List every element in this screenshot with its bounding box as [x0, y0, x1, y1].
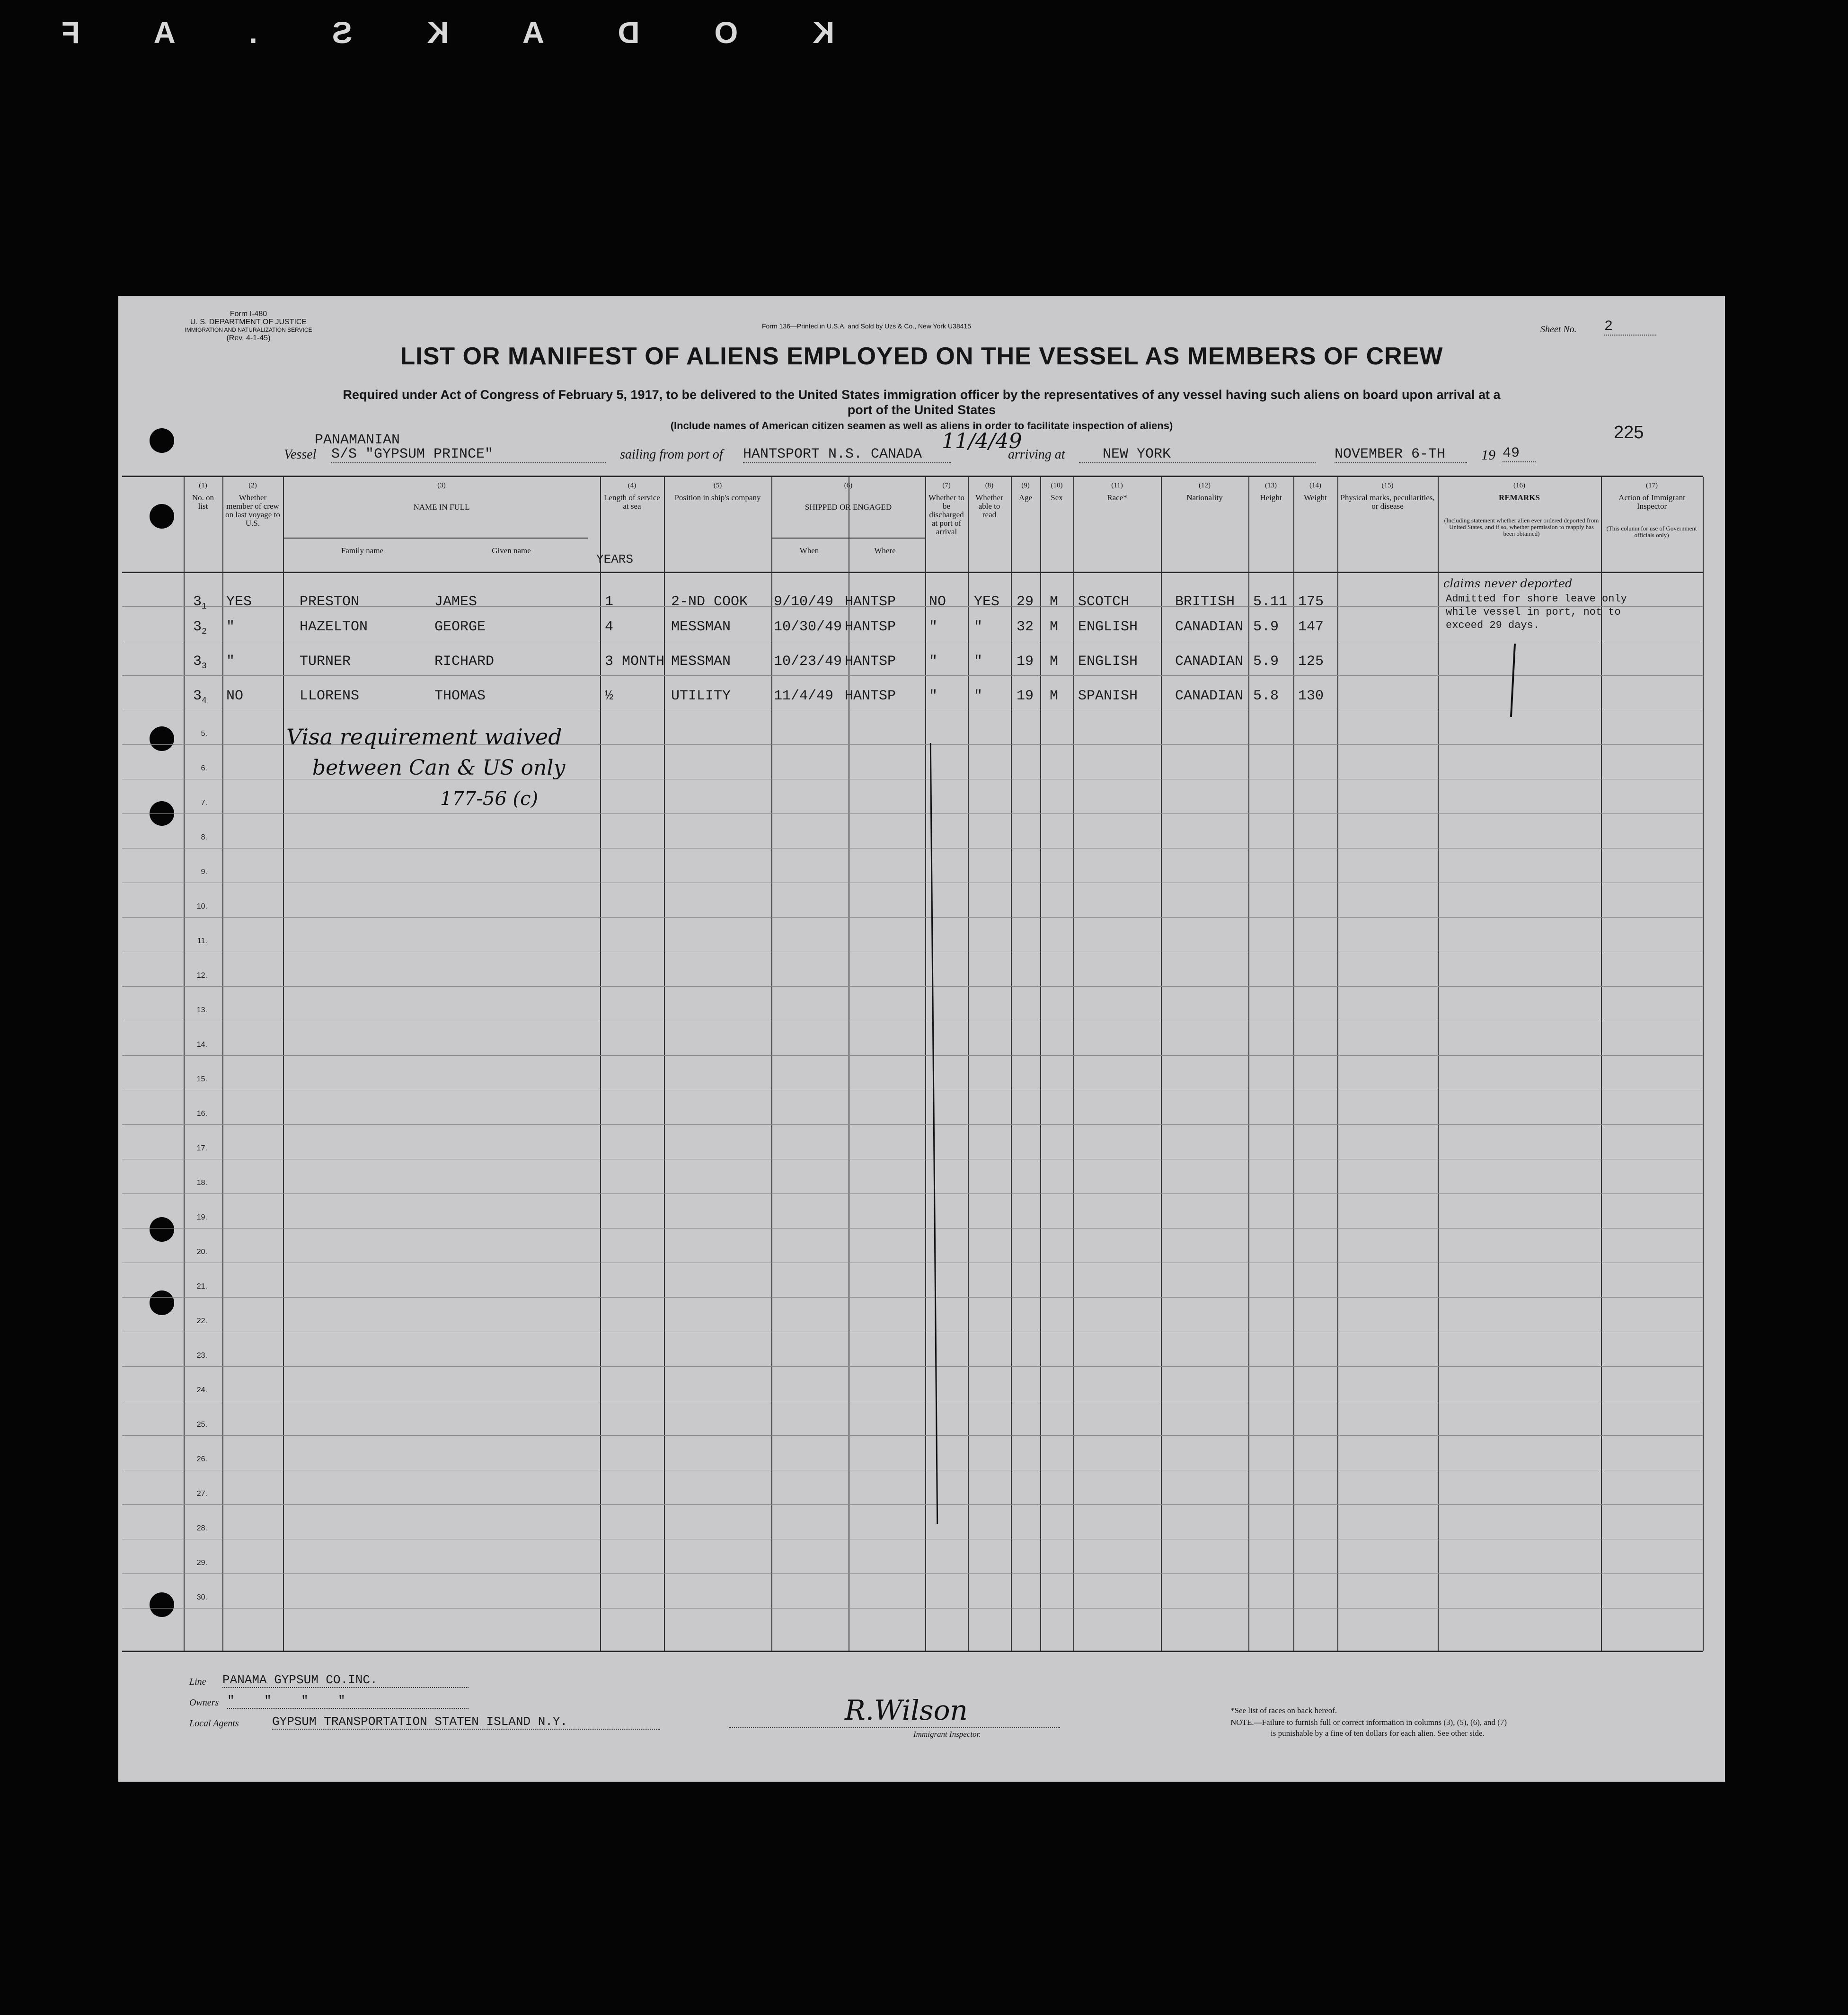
row-rule — [122, 813, 1703, 814]
column-rule — [1040, 477, 1041, 1651]
cell-age: 19 — [1017, 654, 1034, 670]
row-rule — [122, 675, 1703, 676]
column-header — [1438, 481, 1601, 502]
column-number: (2) — [248, 482, 257, 489]
cell-where: HANTSP — [845, 594, 896, 610]
column-rule — [1438, 477, 1439, 1651]
crew-table — [122, 476, 1703, 1652]
cell-weight: 130 — [1298, 688, 1324, 704]
header-divider — [122, 572, 1703, 573]
service-name: IMMIGRATION AND NATURALIZATION SERVICE — [185, 327, 312, 333]
empty-row-number: 25. — [196, 1421, 207, 1429]
row-rule — [122, 1504, 1703, 1505]
row-subnumber: 3 — [202, 662, 207, 671]
column-header — [1073, 481, 1161, 502]
cell-where: HANTSP — [845, 654, 896, 670]
empty-row-number: 19. — [196, 1213, 207, 1221]
column-number: (14) — [1309, 482, 1321, 489]
year-prefix: 19 — [1481, 447, 1495, 463]
owners-label: Owners — [189, 1697, 219, 1708]
cell-sex: M — [1050, 688, 1059, 704]
column-label: Sex — [1051, 493, 1063, 502]
cell-race: ENGLISH — [1078, 654, 1138, 670]
cell-when: 9/10/49 — [774, 594, 834, 610]
form-subtitle-3: (Include names of American citizen seamen as well as aliens in order to facilitate inspection of aliens) — [670, 420, 1173, 432]
cell-age: 32 — [1017, 619, 1034, 635]
remarks-typed-line-2: while vessel in port, not to — [1446, 606, 1621, 618]
column-rule — [600, 477, 601, 1651]
cell-weight: 147 — [1298, 619, 1324, 635]
column-number: (11) — [1111, 482, 1123, 489]
department-name: U. S. DEPARTMENT OF JUSTICE — [190, 318, 307, 326]
cell-service: ½ — [605, 688, 614, 704]
empty-row-number: 12. — [196, 972, 207, 980]
cell-given: THOMAS — [434, 688, 486, 704]
empty-row-number: 14. — [196, 1041, 207, 1049]
film-edge-label: K O D A K S . A F — [28, 16, 835, 50]
page-stamp-number: 225 — [1614, 423, 1644, 442]
column-label: Action of Immigrant Inspector — [1618, 493, 1685, 511]
manifest-sheet — [118, 296, 1725, 1782]
column-label: REMARKS — [1499, 493, 1540, 502]
cell-age: 29 — [1017, 594, 1034, 610]
where-header: Where — [874, 546, 896, 555]
row-rule — [122, 1573, 1703, 1574]
cell-last-voyage: YES — [226, 594, 252, 610]
row-subnumber: 1 — [202, 602, 207, 611]
cell-height: 5.11 — [1253, 594, 1288, 610]
row-rule — [122, 986, 1703, 987]
cell-nationality: BRITISH — [1175, 594, 1235, 610]
cell-family: LLORENS — [300, 688, 360, 704]
cell-no — [193, 619, 207, 636]
column-rule — [664, 477, 665, 1651]
vessel-name: S/S "GYPSUM PRINCE" — [331, 446, 606, 463]
empty-row-number: 16. — [196, 1110, 207, 1118]
column-header — [771, 481, 925, 512]
column-rule — [1073, 477, 1074, 1651]
empty-row-number: 5. — [201, 730, 207, 738]
column-header — [222, 481, 283, 528]
sailing-label: sailing from port of — [620, 447, 723, 462]
column-label: Whether to be discharged at port of arrival — [928, 493, 964, 536]
cell-no — [193, 654, 207, 671]
cell-height: 5.8 — [1253, 688, 1279, 704]
empty-row-number: 22. — [196, 1317, 207, 1325]
empty-row-number: 6. — [201, 764, 207, 772]
cell-nationality: CANADIAN — [1175, 654, 1244, 670]
empty-row-number: 30. — [196, 1593, 207, 1601]
column-rule — [968, 477, 969, 1651]
cell-nationality: CANADIAN — [1175, 619, 1244, 635]
form-title: LIST OR MANIFEST OF ALIENS EMPLOYED ON THE VESSEL AS MEMBERS OF CREW — [400, 343, 1443, 370]
cell-sex: M — [1050, 654, 1059, 670]
column-header — [1040, 481, 1073, 502]
empty-row-number: 8. — [201, 833, 207, 841]
row-rule — [122, 917, 1703, 918]
cell-discharged: " — [929, 654, 938, 670]
cell-family: HAZELTON — [300, 619, 368, 635]
form-id-block — [173, 310, 324, 342]
column-header — [1601, 481, 1703, 511]
column-label: Race* — [1107, 493, 1127, 502]
cell-race: SPANISH — [1078, 688, 1138, 704]
cell-service: 1 — [605, 594, 614, 610]
cell-given: JAMES — [434, 594, 477, 610]
row-number: 3 — [193, 654, 202, 670]
line-company: PANAMA GYPSUM CO.INC. — [222, 1673, 469, 1688]
empty-row-number: 15. — [196, 1075, 207, 1083]
cell-last-voyage: " — [226, 619, 235, 635]
when-header: When — [799, 546, 819, 555]
column-number: (8) — [985, 482, 994, 489]
column-header — [1161, 481, 1248, 502]
cell-when: 10/23/49 — [774, 654, 842, 670]
row-subnumber: 4 — [202, 696, 207, 706]
empty-row-number: 20. — [196, 1248, 207, 1256]
cell-no — [193, 688, 207, 706]
signature-line — [729, 1727, 1060, 1728]
cell-given: GEORGE — [434, 619, 486, 635]
row-number: 3 — [193, 619, 202, 635]
cell-where: HANTSP — [845, 619, 896, 635]
cell-when: 10/30/49 — [774, 619, 842, 635]
column-number: (6) — [844, 482, 853, 489]
cell-sex: M — [1050, 594, 1059, 610]
empty-row-number: 18. — [196, 1179, 207, 1187]
column-header — [1011, 481, 1040, 502]
family-name-header: Family name — [341, 546, 384, 555]
column-label: Physical marks, peculiarities, or disease — [1340, 493, 1435, 511]
row-rule — [122, 1055, 1703, 1056]
empty-row-number: 23. — [196, 1352, 207, 1360]
inspector-note: (This column for use of Government officials only) — [1606, 525, 1697, 539]
visa-note-line-2: between Can & US only — [312, 756, 566, 780]
column-rule — [222, 477, 223, 1651]
inspector-signature: R.Wilson — [845, 1694, 968, 1726]
column-label: Whether able to read — [975, 493, 1003, 519]
row-rule — [122, 1193, 1703, 1194]
cell-given: RICHARD — [434, 654, 495, 670]
row-number: 3 — [193, 688, 202, 704]
sheet-number: 2 — [1604, 318, 1656, 336]
column-label: SHIPPED OR ENGAGED — [805, 503, 892, 512]
line-label: Line — [189, 1677, 206, 1687]
column-label: Length of service at sea — [604, 493, 660, 511]
row-subnumber: 2 — [202, 627, 207, 636]
printer-note: Form 136—Printed in U.S.A. and Sold by Uzs & Co., New York U38415 — [762, 322, 971, 330]
column-label: No. on list — [192, 493, 214, 511]
row-rule — [122, 1297, 1703, 1298]
column-number: (15) — [1381, 482, 1394, 489]
inspector-label: Immigrant Inspector. — [913, 1730, 981, 1739]
column-rule — [771, 477, 772, 1651]
arrival-port: NEW YORK — [1079, 446, 1316, 463]
form-revision: (Rev. 4-1-45) — [226, 334, 271, 342]
column-label: Position in ship's company — [674, 493, 761, 502]
remarks-handwritten-note: claims never deported — [1443, 577, 1573, 590]
column-rule — [1161, 477, 1162, 1651]
column-rule — [283, 477, 284, 1651]
column-number: (13) — [1265, 482, 1277, 489]
empty-row-number: 11. — [197, 937, 207, 945]
vessel-flag: PANAMANIAN — [315, 432, 400, 448]
cell-discharged: " — [929, 688, 938, 704]
column-header — [600, 481, 664, 511]
remarks-typed-line-1: Admitted for shore leave only — [1446, 593, 1627, 605]
cell-read: YES — [974, 594, 1000, 610]
column-header — [283, 481, 600, 512]
column-number: (12) — [1199, 482, 1211, 489]
column-label: Whether member of crew on last voyage to U.S. — [225, 493, 280, 528]
column-number: (17) — [1646, 482, 1658, 489]
column-rule — [184, 477, 185, 1651]
column-label: Weight — [1304, 493, 1327, 502]
column-rule — [1703, 477, 1704, 1651]
cell-nationality: CANADIAN — [1175, 688, 1244, 704]
column-number: (5) — [713, 482, 722, 489]
column-header — [1293, 481, 1337, 502]
name-header-divider — [283, 538, 588, 539]
form-number: Form I-480 — [230, 310, 267, 318]
cell-read: " — [974, 619, 983, 635]
column-rule — [1601, 477, 1602, 1651]
empty-row-number: 21. — [196, 1282, 207, 1290]
cell-discharged: NO — [929, 594, 946, 610]
vessel-label: Vessel — [284, 447, 317, 462]
empty-row-number: 27. — [196, 1490, 207, 1498]
cell-discharged: " — [929, 619, 938, 635]
cell-last-voyage: NO — [226, 688, 244, 704]
row-rule — [122, 1435, 1703, 1436]
empty-row-number: 10. — [196, 902, 207, 910]
arrival-year: 49 — [1503, 445, 1536, 462]
column-label: Height — [1260, 493, 1282, 502]
agents-label: Local Agents — [189, 1718, 239, 1729]
column-rule — [1293, 477, 1294, 1651]
empty-row-number: 17. — [196, 1144, 207, 1152]
column-header — [925, 481, 968, 536]
column-rule — [1011, 477, 1012, 1651]
form-subtitle-2: port of the United States — [847, 403, 996, 417]
empty-row-number: 24. — [196, 1386, 207, 1394]
cell-service: 4 — [605, 619, 614, 635]
given-name-header: Given name — [492, 546, 531, 555]
cell-when: 11/4/49 — [774, 688, 834, 704]
column-label: NAME IN FULL — [413, 503, 470, 512]
cell-height: 5.9 — [1253, 654, 1279, 670]
empty-row-number: 29. — [196, 1559, 207, 1567]
races-note: *See list of races on back hereof. — [1230, 1706, 1337, 1715]
form-subtitle-1: Required under Act of Congress of February 5, 1917, to be delivered to the United States immigration officer by the representatives of any vessel having such aliens on board upon arrival at a — [343, 388, 1501, 402]
column-header — [184, 481, 222, 511]
column-header — [1248, 481, 1293, 502]
column-label: Nationality — [1186, 493, 1223, 502]
handwritten-sailing-date: 11/4/49 — [942, 429, 1022, 453]
cell-race: SCOTCH — [1078, 594, 1130, 610]
arrival-date: NOVEMBER 6-TH — [1335, 446, 1467, 463]
row-number: 3 — [193, 594, 202, 610]
cell-weight: 175 — [1298, 594, 1324, 610]
cell-position: MESSMAN — [671, 654, 731, 670]
cell-height: 5.9 — [1253, 619, 1279, 635]
cell-position: UTILITY — [671, 688, 731, 704]
cell-family: TURNER — [300, 654, 351, 670]
fine-note-1: NOTE.—Failure to furnish full or correct information in columns (3), (5), (6), and (7) — [1230, 1718, 1507, 1727]
column-rule — [1248, 477, 1249, 1651]
column-header — [664, 481, 771, 502]
column-number: (4) — [628, 482, 637, 489]
column-number: (10) — [1051, 482, 1063, 489]
cell-position: 2-ND COOK — [671, 594, 748, 610]
fine-note-2: is punishable by a fine of ten dollars for each alien. See other side. — [1271, 1729, 1485, 1738]
cell-race: ENGLISH — [1078, 619, 1138, 635]
cell-sex: M — [1050, 619, 1059, 635]
years-header: YEARS — [596, 552, 634, 566]
cell-weight: 125 — [1298, 654, 1324, 670]
empty-row-number: 13. — [196, 1006, 207, 1014]
column-label: Age — [1018, 493, 1033, 502]
column-number: (16) — [1513, 482, 1525, 489]
departure-port: HANTSPORT N.S. CANADA — [743, 446, 951, 463]
column-number: (3) — [437, 482, 446, 489]
empty-row-number: 28. — [196, 1524, 207, 1532]
empty-row-number: 26. — [196, 1455, 207, 1463]
cell-last-voyage: " — [226, 654, 235, 670]
column-rule — [925, 477, 926, 1651]
sheet-label: Sheet No. — [1540, 324, 1577, 335]
arriving-label: arriving at — [1008, 447, 1065, 462]
column-header — [968, 481, 1011, 519]
cell-family: PRESTON — [300, 594, 360, 610]
column-number: (9) — [1021, 482, 1030, 489]
column-number: (1) — [199, 482, 207, 489]
cell-where: HANTSP — [845, 688, 896, 704]
empty-row-number: 9. — [201, 868, 207, 876]
empty-row-number: 7. — [201, 799, 207, 807]
cell-position: MESSMAN — [671, 619, 731, 635]
cell-no — [193, 594, 207, 611]
agents-value: GYPSUM TRANSPORTATION STATEN ISLAND N.Y. — [272, 1715, 660, 1730]
column-header — [1337, 481, 1438, 511]
column-number: (7) — [942, 482, 951, 489]
visa-note-line-3: 177-56 (c) — [440, 788, 539, 810]
cell-age: 19 — [1017, 688, 1034, 704]
cell-read: " — [974, 688, 983, 704]
visa-note-line-1: Visa requirement waived — [286, 724, 562, 750]
column-rule — [1337, 477, 1338, 1651]
row-rule — [122, 1124, 1703, 1125]
cell-service: 3 MONTH — [605, 654, 665, 670]
remarks-typed-line-3: exceed 29 days. — [1446, 619, 1540, 631]
remarks-note: (Including statement whether alien ever ordered deported from United States, and if so, whether permission to reapply has been obtained) — [1444, 517, 1599, 537]
row-rule — [122, 1366, 1703, 1367]
owners-value: " " " " — [227, 1694, 469, 1709]
cell-read: " — [974, 654, 983, 670]
